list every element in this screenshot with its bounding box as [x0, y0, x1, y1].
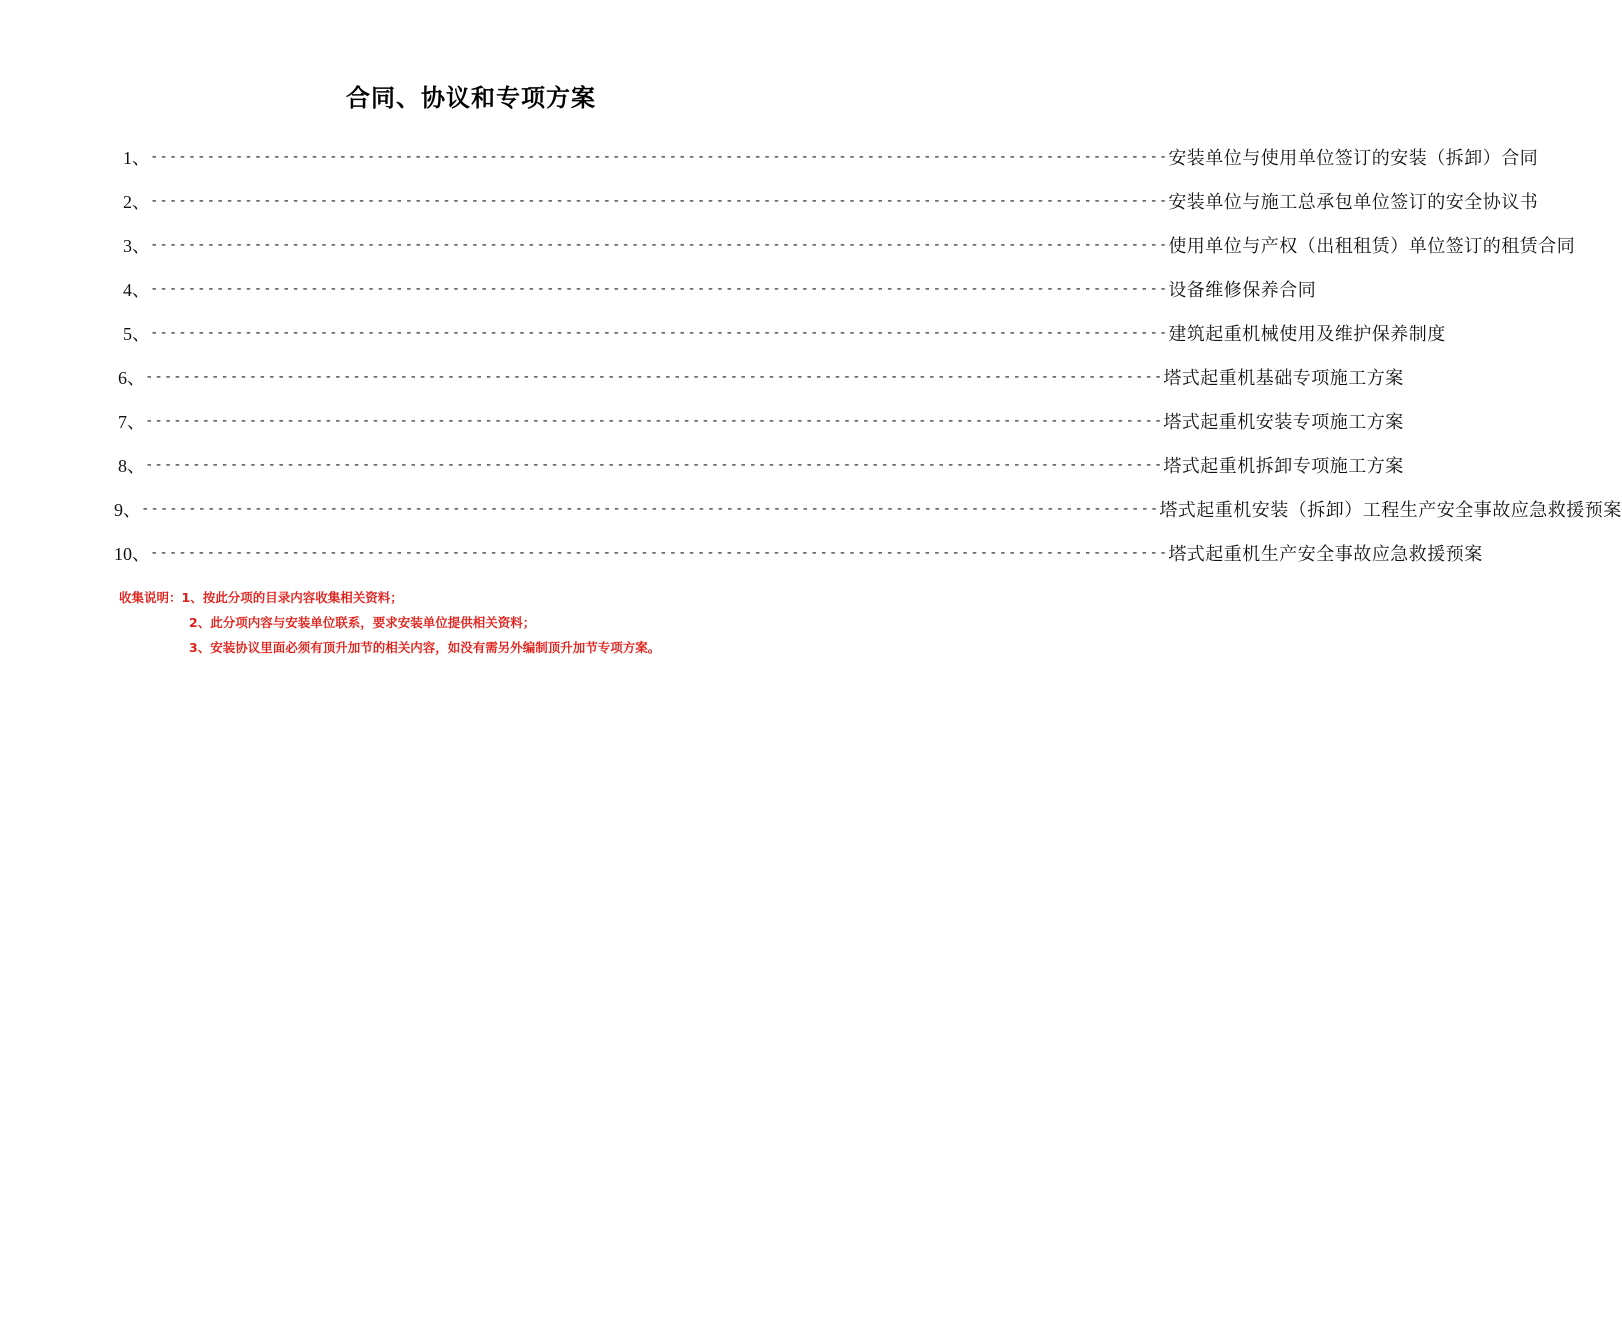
dot-leader: ------------------------------------------------------------------------------------------------------------ — [145, 369, 1164, 385]
toc-title: 塔式起重机拆卸专项施工方案 — [1163, 456, 1404, 477]
toc-number: 8、 — [118, 456, 145, 476]
collection-note-3: 3、安装协议里面必须有顶升加节的相关内容，如没有需另外编制顶升加节专项方案。 — [189, 640, 661, 655]
collection-note-2: 2、此分项内容与安装单位联系，要求安装单位提供相关资料； — [189, 615, 536, 630]
dot-leader: ------------------------------------------------------------------------------------------------------------ — [145, 413, 1164, 429]
dot-leader: ------------------------------------------------------------------------------------------------------------ — [150, 545, 1169, 561]
toc-number: 5、 — [123, 324, 150, 344]
toc-number: 4、 — [123, 280, 150, 300]
toc-item — [123, 142, 1539, 172]
toc-number: 2、 — [123, 192, 150, 212]
page-title: 合同、协议和专项方案 — [346, 84, 596, 112]
toc-item — [118, 362, 1404, 392]
toc-item — [118, 406, 1404, 436]
dot-leader: ------------------------------------------------------------------------------------------------------------ — [150, 193, 1169, 209]
toc-title: 安装单位与使用单位签订的安装（拆卸）合同 — [1168, 148, 1539, 169]
dot-leader: ------------------------------------------------------------------------------------------------------------ — [150, 237, 1169, 253]
toc-title: 塔式起重机生产安全事故应急救援预案 — [1168, 544, 1483, 565]
toc-number: 10、 — [114, 544, 150, 564]
toc-item — [123, 230, 1576, 260]
toc-number: 7、 — [118, 412, 145, 432]
dot-leader: ------------------------------------------------------------------------------------------------------------ — [145, 457, 1164, 473]
dot-leader: ------------------------------------------------------------------------------------------------------------ — [150, 149, 1169, 165]
toc-item — [123, 186, 1539, 216]
dot-leader: ------------------------------------------------------------------------------------------------------------ — [141, 501, 1160, 517]
toc-number: 1、 — [123, 148, 150, 168]
toc-item — [118, 450, 1404, 480]
toc-item — [114, 494, 1622, 524]
dot-leader: ------------------------------------------------------------------------------------------------------------ — [150, 325, 1169, 341]
toc-number: 9、 — [114, 500, 141, 520]
toc-title: 建筑起重机械使用及维护保养制度 — [1168, 324, 1446, 345]
toc-title: 塔式起重机基础专项施工方案 — [1163, 368, 1404, 389]
toc-title: 设备维修保养合同 — [1168, 280, 1317, 301]
toc-number: 3、 — [123, 236, 150, 256]
toc-item — [123, 274, 1317, 304]
toc-item — [123, 318, 1446, 348]
toc-title: 塔式起重机安装专项施工方案 — [1163, 412, 1404, 433]
toc-number: 6、 — [118, 368, 145, 388]
toc-title: 安装单位与施工总承包单位签订的安全协议书 — [1168, 192, 1539, 213]
dot-leader: ------------------------------------------------------------------------------------------------------------ — [150, 281, 1169, 297]
collection-note-1: 收集说明：1、按此分项的目录内容收集相关资料； — [119, 590, 403, 605]
toc-title: 使用单位与产权（出租租赁）单位签订的租赁合同 — [1168, 236, 1576, 257]
toc-title: 塔式起重机安装（拆卸）工程生产安全事故应急救援预案 — [1159, 500, 1622, 521]
toc-item — [114, 538, 1483, 568]
